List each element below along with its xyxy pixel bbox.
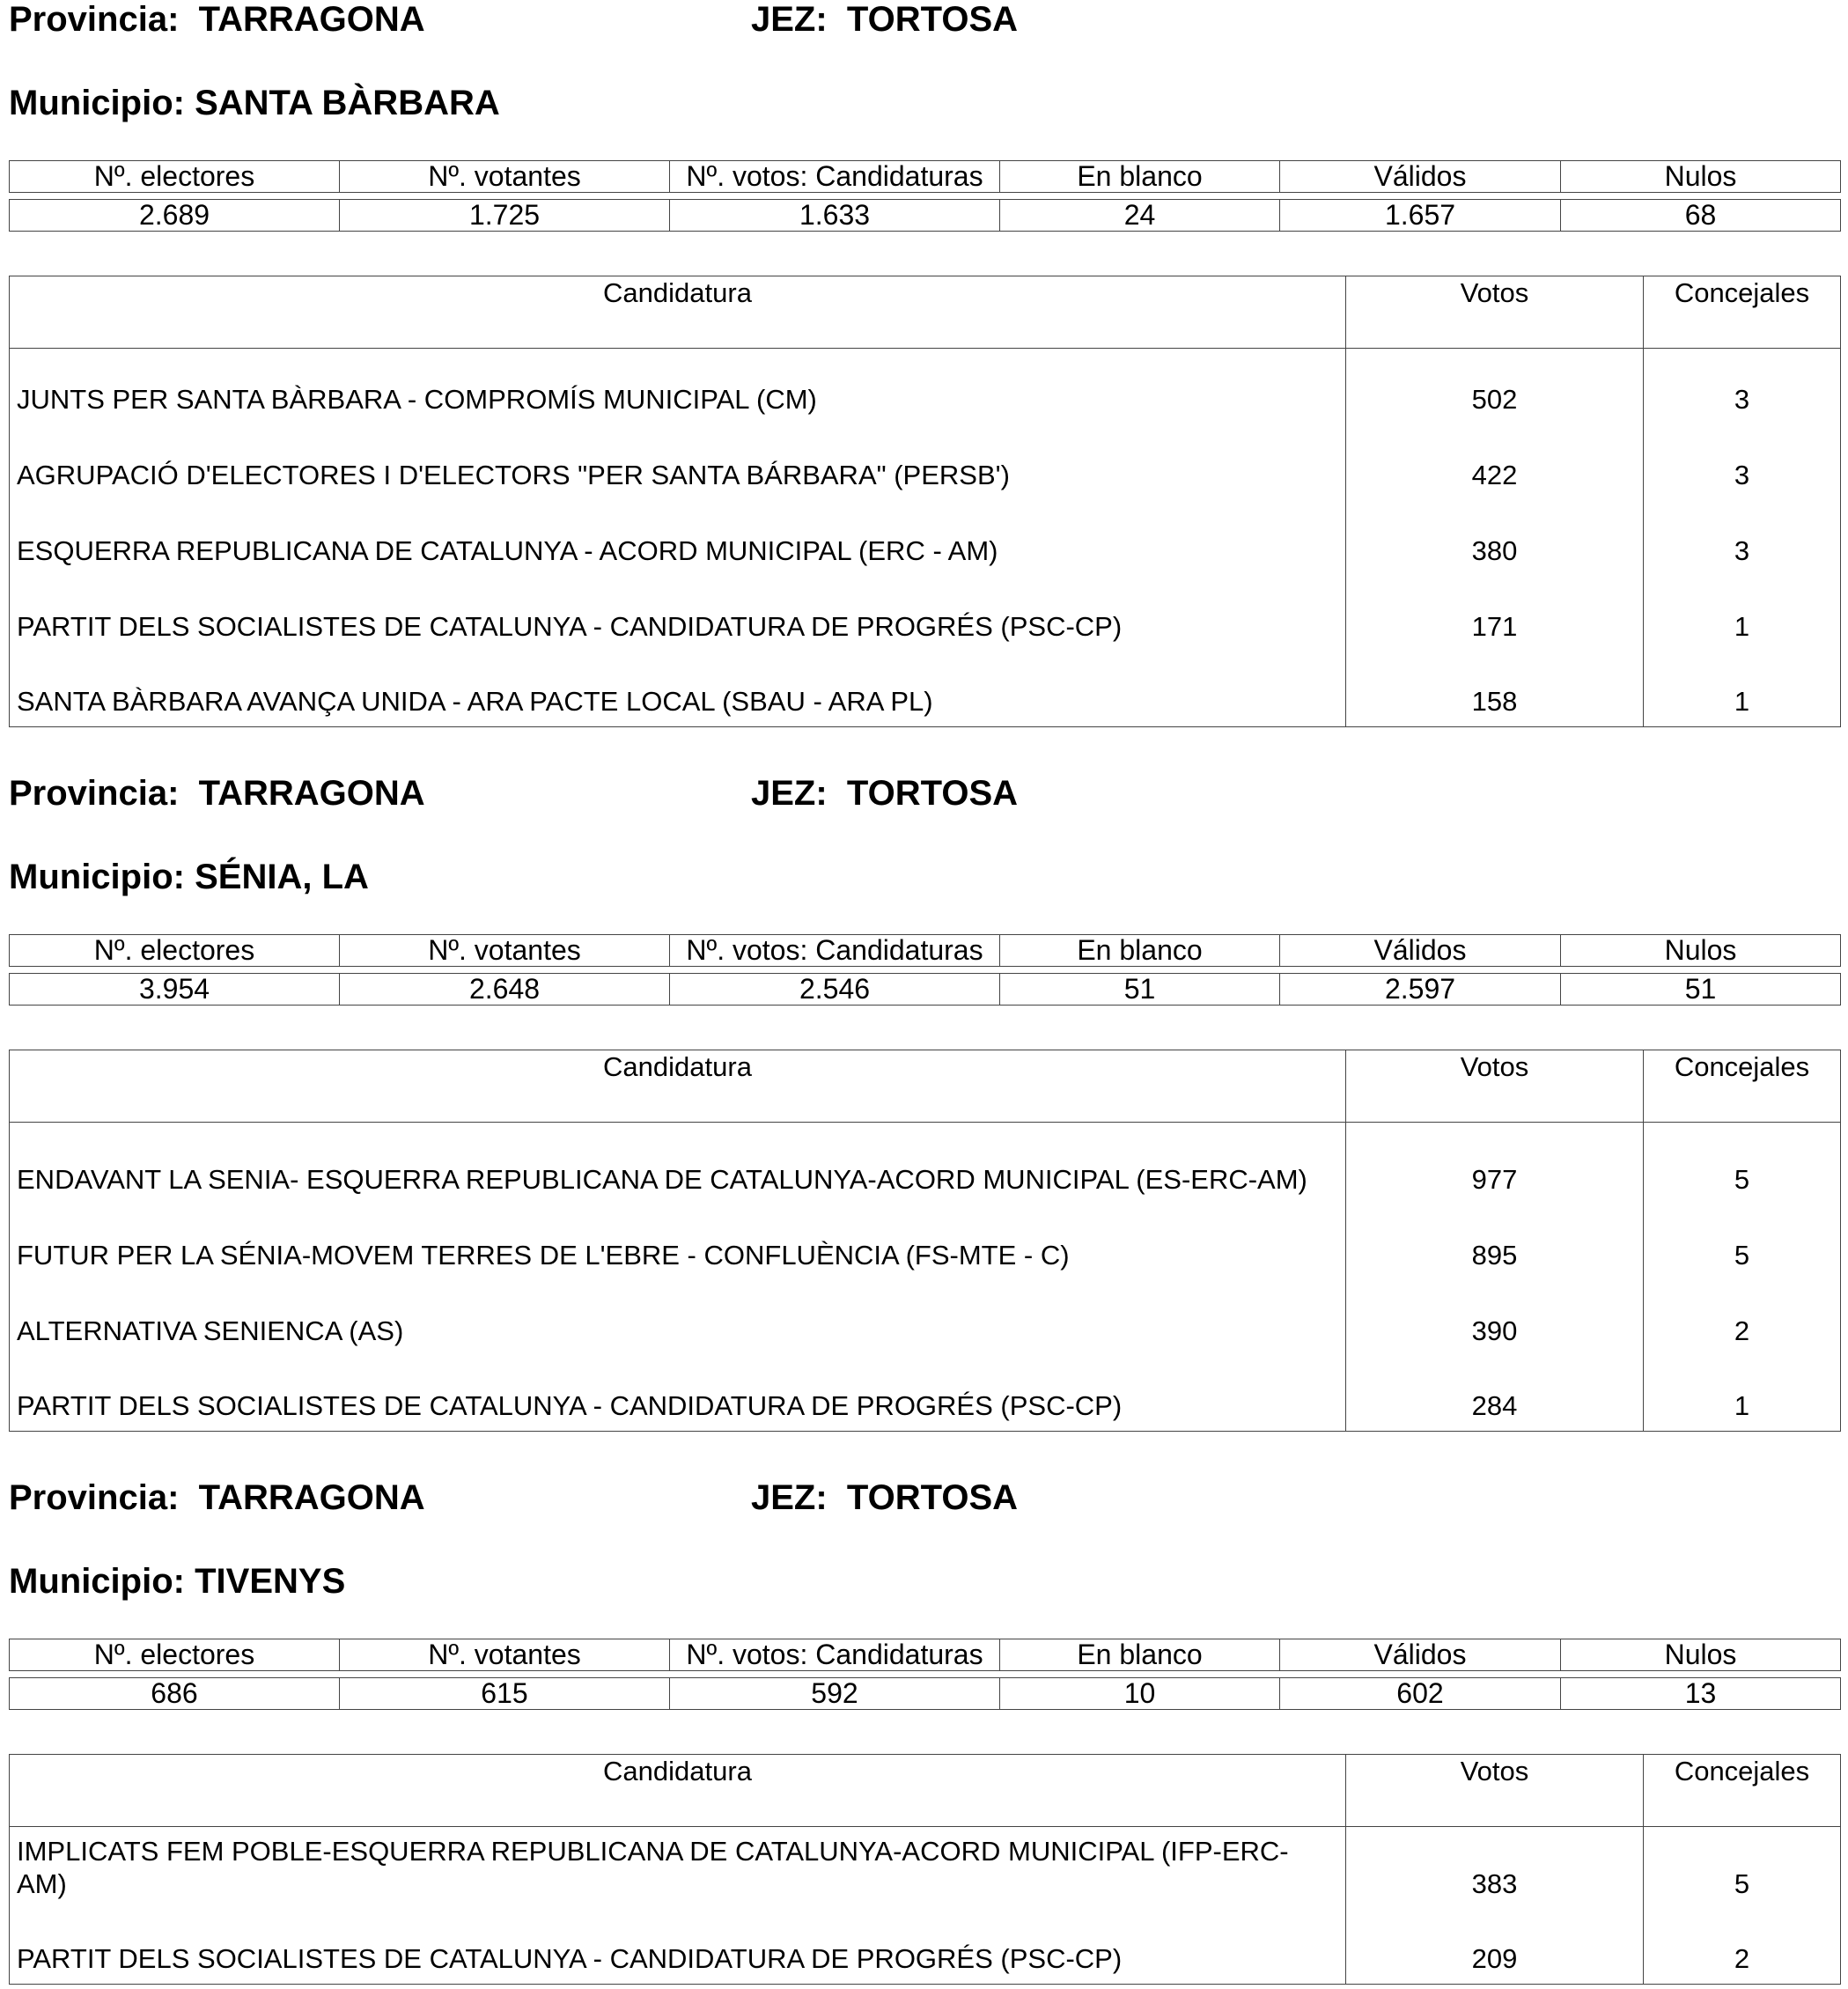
candidate-row (10, 500, 1841, 576)
candidate-name: ALTERNATIVA SENIENCA (AS) (10, 1280, 1346, 1356)
candidate-votes: 502 (1346, 349, 1644, 424)
stats-header-row (10, 1639, 1841, 1671)
candidate-votes: 895 (1346, 1204, 1644, 1280)
section-tivenys (9, 1478, 1840, 1974)
candidate-name: PARTIT DELS SOCIALISTES DE CATALUNYA - CANDIDATURA DE PROGRÉS (PSC-CP) (10, 576, 1346, 652)
stats-value-cell: 68 (1561, 200, 1841, 232)
stats-header-cell: Nulos (1561, 161, 1841, 193)
candidates-header-row (10, 276, 1841, 349)
jez-label: JEZ: TORTOSA (751, 774, 1019, 813)
provincia-label: Provincia: TARRAGONA (9, 774, 425, 813)
stats-header-cell: Nº. votantes (340, 161, 670, 193)
stats-value-cell: 592 (670, 1678, 1000, 1710)
candidate-row (10, 424, 1841, 500)
stats-value-cell: 615 (340, 1678, 670, 1710)
candidate-name: JUNTS PER SANTA BÀRBARA - COMPROMÍS MUNICIPAL (CM) (10, 349, 1346, 424)
stats-value-cell: 602 (1280, 1678, 1561, 1710)
candidate-seats: 3 (1734, 459, 1750, 490)
candidatura-header: Candidatura (10, 276, 1346, 349)
candidate-seats: 1 (1734, 686, 1750, 717)
stats-value-cell: 13 (1561, 1678, 1841, 1710)
stats-header-cell: Nº. electores (10, 1639, 340, 1671)
candidate-row (10, 1356, 1841, 1432)
candidatura-header: Candidatura (10, 1050, 1346, 1123)
section-header (9, 776, 1840, 829)
candidate-name: IMPLICATS FEM POBLE-ESQUERRA REPUBLICANA DE CATALUNYA-ACORD MUNICIPAL (IFP-ERC-AM) (10, 1827, 1346, 1909)
stats-header-cell: Nº. votantes (340, 935, 670, 967)
municipio-title: Municipio: SANTA BÀRBARA (9, 84, 500, 122)
candidate-seats: 2 (1734, 1315, 1750, 1346)
candidate-seats: 2 (1734, 1943, 1750, 1974)
candidates-header-row (10, 1050, 1841, 1123)
candidate-name: ENDAVANT LA SENIA- ESQUERRA REPUBLICANA DE CATALUNYA-ACORD MUNICIPAL (ES-ERC-AM) (10, 1123, 1346, 1204)
candidate-row (10, 1909, 1841, 1985)
candidate-name: AGRUPACIÓ D'ELECTORES I D'ELECTORS "PER SANTA BÁRBARA" (PERSB') (10, 424, 1346, 500)
stats-header-cell: Nº. votos: Candidaturas (670, 935, 1000, 967)
candidate-votes: 390 (1346, 1280, 1644, 1356)
section-header (9, 1480, 1840, 1533)
stats-value-cell: 2.546 (670, 974, 1000, 1006)
stats-header-cell: Válidos (1280, 161, 1561, 193)
stats-header-cell: En blanco (1000, 935, 1280, 967)
stats-value-row (10, 1678, 1841, 1710)
candidate-name: PARTIT DELS SOCIALISTES DE CATALUNYA - CANDIDATURA DE PROGRÉS (PSC-CP) (10, 1909, 1346, 1985)
stats-value-cell: 3.954 (10, 974, 340, 1006)
jez-label: JEZ: TORTOSA (751, 1478, 1019, 1517)
candidate-name: SANTA BÀRBARA AVANÇA UNIDA - ARA PACTE LOCAL (SBAU - ARA PL) (10, 652, 1346, 727)
stats-header-row (10, 161, 1841, 193)
candidate-seats: 5 (1734, 1239, 1750, 1271)
municipio-title: Municipio: SÉNIA, LA (9, 858, 369, 896)
candidate-row (10, 1123, 1841, 1204)
stats-header-cell: Nº. electores (10, 935, 340, 967)
candidate-votes: 380 (1346, 500, 1644, 576)
candidate-row (10, 1280, 1841, 1356)
stats-header-table (9, 934, 1841, 967)
candidate-votes: 383 (1346, 1827, 1644, 1909)
provincia-label: Provincia: TARRAGONA (9, 1478, 425, 1517)
stats-header-cell: Válidos (1280, 935, 1561, 967)
municipio-title: Municipio: TIVENYS (9, 1562, 346, 1601)
candidate-row (10, 349, 1841, 424)
candidate-name: PARTIT DELS SOCIALISTES DE CATALUNYA - CANDIDATURA DE PROGRÉS (PSC-CP) (10, 1356, 1346, 1432)
stats-value-table (9, 199, 1841, 232)
candidates-table (9, 1754, 1841, 1985)
candidates-header-row (10, 1755, 1841, 1827)
stats-header-table (9, 1639, 1841, 1671)
section-header (9, 2, 1840, 55)
votos-header: Votos (1346, 1050, 1644, 1123)
candidate-votes: 284 (1346, 1356, 1644, 1432)
candidatura-header: Candidatura (10, 1755, 1346, 1827)
candidate-votes: 422 (1346, 424, 1644, 500)
candidate-seats: 3 (1734, 534, 1750, 566)
candidate-name: FUTUR PER LA SÉNIA-MOVEM TERRES DE L'EBRE - CONFLUÈNCIA (FS-MTE - C) (10, 1204, 1346, 1280)
stats-header-cell: Válidos (1280, 1639, 1561, 1671)
stats-header-row (10, 935, 1841, 967)
candidate-votes: 158 (1346, 652, 1644, 727)
stats-value-cell: 1.657 (1280, 200, 1561, 232)
candidate-seats: 1 (1734, 1390, 1750, 1421)
candidate-row (10, 1204, 1841, 1280)
stats-header-cell: Nº. votos: Candidaturas (670, 1639, 1000, 1671)
candidate-votes: 209 (1346, 1909, 1644, 1985)
section-santa-barbara (9, 0, 1840, 717)
stats-value-row (10, 974, 1841, 1006)
candidates-table (9, 1050, 1841, 1432)
provincia-label: Provincia: TARRAGONA (9, 0, 425, 39)
stats-value-cell: 2.648 (340, 974, 670, 1006)
stats-value-cell: 10 (1000, 1678, 1280, 1710)
stats-value-cell: 686 (10, 1678, 340, 1710)
stats-value-table (9, 973, 1841, 1006)
candidate-row (10, 1827, 1841, 1909)
stats-header-cell: Nº. votos: Candidaturas (670, 161, 1000, 193)
concejales-header: Concejales (1644, 1050, 1841, 1123)
stats-value-cell: 2.689 (10, 200, 340, 232)
concejales-header: Concejales (1644, 1755, 1841, 1827)
stats-value-cell: 51 (1561, 974, 1841, 1006)
candidate-seats: 3 (1734, 383, 1750, 415)
concejales-header: Concejales (1644, 276, 1841, 349)
candidate-row (10, 652, 1841, 727)
candidate-name: ESQUERRA REPUBLICANA DE CATALUNYA - ACORD MUNICIPAL (ERC - AM) (10, 500, 1346, 576)
votos-header: Votos (1346, 276, 1644, 349)
candidate-seats: 5 (1734, 1163, 1750, 1195)
stats-value-cell: 1.633 (670, 200, 1000, 232)
candidate-votes: 171 (1346, 576, 1644, 652)
candidate-row (10, 576, 1841, 652)
stats-value-table (9, 1677, 1841, 1710)
stats-header-cell: En blanco (1000, 161, 1280, 193)
candidate-seats: 1 (1734, 610, 1750, 642)
candidate-votes: 977 (1346, 1123, 1644, 1204)
stats-header-table (9, 160, 1841, 193)
stats-header-cell: Nulos (1561, 1639, 1841, 1671)
votos-header: Votos (1346, 1755, 1644, 1827)
stats-value-cell: 24 (1000, 200, 1280, 232)
jez-label: JEZ: TORTOSA (751, 0, 1019, 39)
stats-value-cell: 1.725 (340, 200, 670, 232)
stats-value-cell: 51 (1000, 974, 1280, 1006)
candidates-table (9, 276, 1841, 727)
stats-header-cell: Nº. votantes (340, 1639, 670, 1671)
stats-value-row (10, 200, 1841, 232)
candidate-seats: 5 (1734, 1867, 1750, 1899)
stats-header-cell: Nº. electores (10, 161, 340, 193)
stats-header-cell: Nulos (1561, 935, 1841, 967)
section-senia (9, 774, 1840, 1421)
stats-value-cell: 2.597 (1280, 974, 1561, 1006)
stats-header-cell: En blanco (1000, 1639, 1280, 1671)
